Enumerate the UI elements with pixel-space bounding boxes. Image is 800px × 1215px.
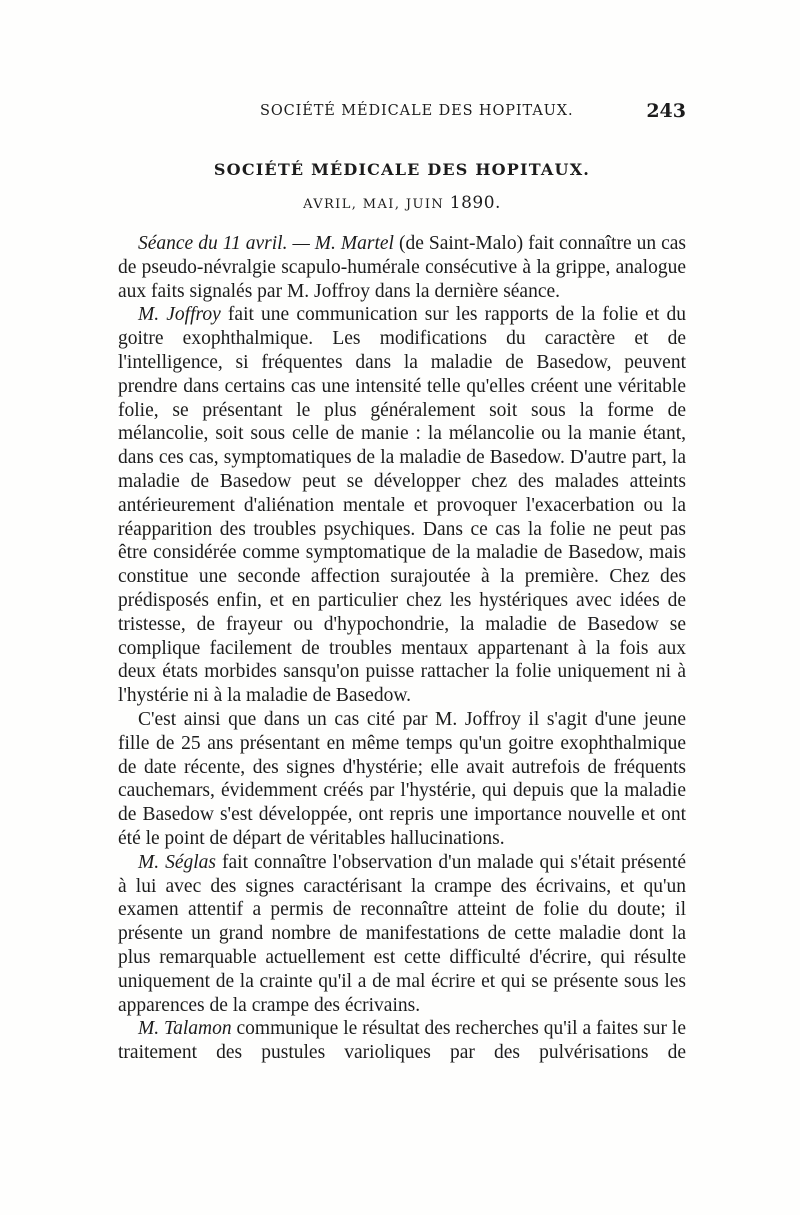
paragraph-text: (de Saint-Malo) fait connaître un cas de pseudo-névralgie scapulo-humérale consécutive à la grippe, analogue aux faits signalés par M. Joffroy dans la dernière séance. [118, 233, 686, 302]
paragraph-case [118, 708, 686, 851]
running-head-title: SOCIÉTÉ MÉDICALE DES HOPITAUX. [260, 103, 574, 119]
paragraph-text: fait connaître l'observation d'un malade qui s'était présenté à lui avec des signes caractérisant la crampe des écrivains, et qu'un examen attentif a permis de reconnaître atteint de folie du doute; il présente un grand nombre de manifestations de cette maladie dont la plus remarquable actuellement est cette difficulté d'écrire, qui résulte uniquement de la crainte qu'il a de mal écrire et qui se présente sous les apparences de la crampe des écrivains. [118, 851, 686, 1016]
paragraph-lead: M. Talamon [138, 1018, 232, 1040]
running-head [118, 100, 686, 124]
paragraph-text: fait une communication sur les rapports de la folie et du goitre exophthalmique. Les modifications du caractère et de l'intelligence, si fréquentes dans la maladie de Basedow, peuvent prendre dans certains cas une intensité telle qu'elles créent une véritable folie, se présentant le plus généralement soit sous la forme de mélancolie, soit sous celle de manie : la mélancolie ou la manie étant, dans ces cas, symptomatiques de la maladie de Basedow. D'autre part, la maladie de Basedow peut se développer chez des malades atteints antérieurement d'aliénation mentale et provoquer l'exacerbation ou la réapparition des troubles psychiques. Dans ce cas la folie ne peut pas être considérée comme symptomatique de la maladie de Basedow, mais constitue une seconde affection surajoutée à la première. Chez des prédisposés enfin, et en particulier chez les hystériques avec idées de tristesse, de frayeur ou d'hypochondrie, la maladie de Basedow se complique facilement de troubles mentaux appartenant à la fois aux deux états morbides sansqu'on puisse rattacher la folie uniquement ni à l'hystérie ni à la maladie de Basedow. [118, 304, 686, 707]
section-date [118, 193, 686, 213]
paragraph-talamon [118, 1017, 686, 1065]
section-months: AVRIL, MAI, JUIN [303, 197, 445, 212]
paragraph-martel [118, 232, 686, 303]
paragraph-text: C'est ainsi que dans un cas cité par M. Joffroy il s'agit d'une jeune fille de 25 ans présentant en même temps qu'un goitre exophthalmique de date récente, des signes d'hystérie; elle avait autrefois de fréquents cauchemars, évidemment créés par l'hystérie, qui depuis que la maladie de Basedow s'est développée, ont repris une importance nouvelle et ont été le point de départ de véritables hallucinations. [118, 708, 686, 849]
body-text [118, 232, 686, 1065]
page-number: 243 [646, 100, 686, 122]
paragraph-text: communique le résultat des recherches qu'il a faites sur le traitement des pustules varioliques par des pulvérisations de [118, 1018, 686, 1064]
section-year: 1890. [449, 193, 501, 213]
paragraph-lead: M. Joffroy [138, 304, 221, 326]
paragraph-joffroy [118, 303, 686, 708]
paragraph-lead: Séance du 11 avril. — M. Martel [138, 233, 394, 254]
paragraph-seglas [118, 851, 686, 1018]
paragraph-lead: M. Séglas [138, 851, 217, 873]
section-title: SOCIÉTÉ MÉDICALE DES HOPITAUX. [213, 160, 591, 179]
